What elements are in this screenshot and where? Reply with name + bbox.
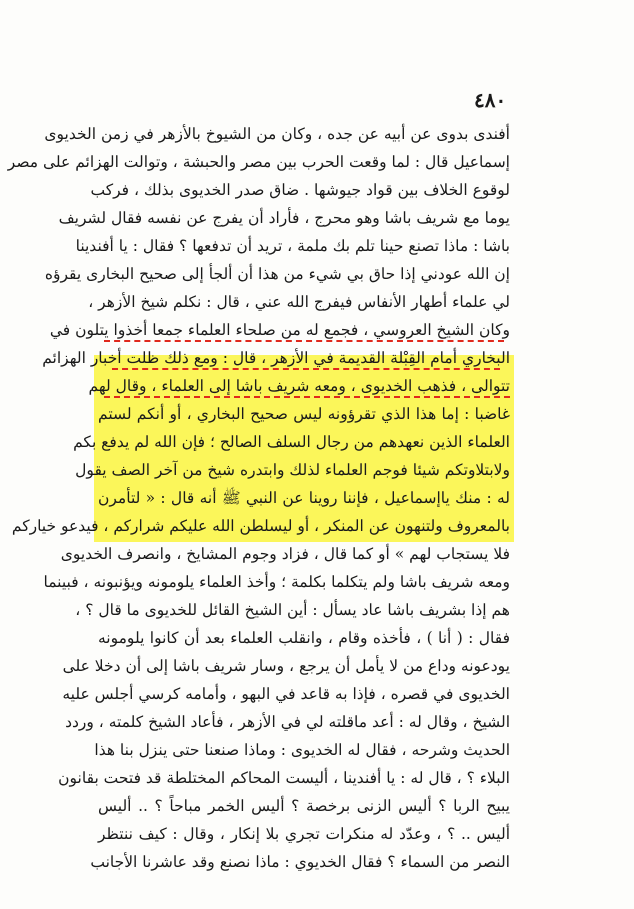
- text-line: يوما مع شريف باشا وهو محرج ، فأراد أن يفرج عن نفسه فقال لشريف: [58, 209, 510, 227]
- text-line: فقال : ( أنا ) ، فأخذه وقام ، وانقلب العلماء بعد أن كانوا يلومونه: [98, 629, 510, 647]
- text-line: يبيح الربا ؟ أليس الزنى برخصة ؟ أليس الخمر مباحاً ؟ .. أليس: [98, 797, 510, 815]
- text-line: النصر من السماء ؟ فقال الخديوي : ماذا نصنع وقد عاشرنا الأجانب: [90, 853, 510, 871]
- text-line: له : منك ياإسماعيل ، فإننا روينا عن النبي ﷺ أنه قال : « لتأمرن: [98, 489, 510, 507]
- text-line: غاضبا : إما هذا الذي تقرؤونه ليس صحيح البخاري ، أو أنكم لستم: [98, 405, 510, 423]
- text-line: الشيخ ، وقال له : أعد ماقلته لي في الأزهر ، فأعاد الشيخ كلمته ، وردد: [65, 713, 510, 731]
- text-line: الحديث وشرحه ، فقال له الخديوى : وماذا صنعنا حتى ينزل بنا هذا: [94, 741, 510, 759]
- text-line: فلا يستجاب لهم » أو كما قال ، فزاد وجوم المشايخ ، وانصرف الخديوى: [60, 545, 510, 563]
- text-line: باشا : ماذا تصنع حينا تلم بك ملمة ، تريد أن تدفعها ؟ فقال : يا أفندينا: [75, 237, 510, 255]
- text-line: ومعه شريف باشا ولم يتكلما بكلمة ؛ وأخذ العلماء يلومونه ويؤنبونه ، فبينما: [43, 573, 510, 591]
- text-line: بالمعروف ولتنهون عن المنكر ، أو ليسلطن الله عليكم شراركم ، فيدعو خياركم: [11, 517, 510, 535]
- text-line: ولابتلاوتكم شيئا فوجم العلماء لذلك وابتدره شيخ من آخر الصف يقول: [75, 461, 510, 479]
- body-text: [0, 120, 634, 880]
- text-line: أليس .. ؟ ، وعدّد له منكرات تجري بلا إنكار ، وقال : كيف ننتظر: [98, 825, 510, 843]
- text-line: إن الله عودني إذا حاق بي شيء من هذا أن ألجأ إلى صحيح البخارى يقرؤه: [44, 265, 510, 283]
- text-line: البخاري أمام القِبْلة القديمة في الأزهر ، قال : ومع ذلك ظلت أخبار الهزائم: [42, 349, 510, 367]
- text-line: تتوالى ، فذهب الخديوى ، ومعه شريف باشا إلى العلماء ، وقال لهم: [88, 377, 510, 395]
- text-line: لي علماء أطهار الأنفاس فيفرج الله عني ، قال : نكلم شيخ الأزهر ،: [88, 293, 510, 311]
- text-line: الخديوى في قصره ، فإذا به قاعد في البهو ، وأمامه كرسي أجلس عليه: [62, 685, 510, 703]
- page-number: ٤٨٠: [474, 88, 507, 112]
- text-line: هم إذا بشريف باشا عاد يسأل : أين الشيخ القائل للخديوى ما قال ؟ ،: [75, 601, 510, 619]
- text-line: وكان الشيخ العروسي ، فجمع له من صلحاء العلماء جمعا أخذوا يتلون في: [49, 321, 510, 339]
- text-line: البلاء ؟ ، قال له : يا أفندينا ، أليست المحاكم المختلطة قد فتحت بقانون: [58, 769, 510, 787]
- text-line: يودعونه وداع من لا يأمل أن يرجع ، وسار شريف باشا إلى أن دخلا على: [62, 657, 510, 675]
- text-line: إسماعيل قال : لما وقعت الحرب بين مصر والحبشة ، وتوالت الهزائم على مصر: [7, 153, 510, 171]
- text-line: لوقوع الخلاف بين قواد جيوشها . ضاق صدر الخديوى بذلك ، فركب: [90, 181, 510, 199]
- text-line: أفندى بدوى عن أبيه عن جده ، وكان من الشيوخ بالأزهر في زمن الخديوى: [44, 125, 510, 143]
- text-line: العلماء الذين نعهدهم من رجال السلف الصالح ؛ فإن الله لم يدفع بكم: [73, 433, 510, 451]
